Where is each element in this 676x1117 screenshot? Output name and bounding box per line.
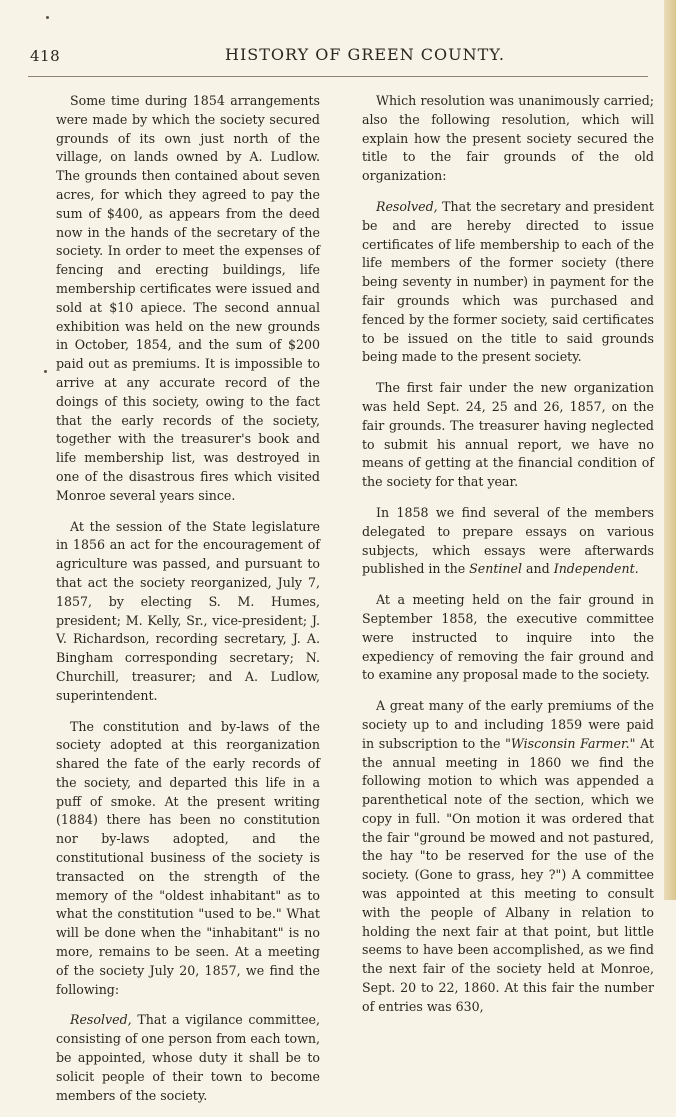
paragraph: At a meeting held on the fair ground in September 1858, the executive committee were instructed to inquire into the expediency of removing the fair ground and to examine any proposal made to the society. [362, 592, 654, 683]
left-column [56, 92, 320, 1117]
paragraph: The first fair under the new organization was held Sept. 24, 25 and 26, 1857, on the fair grounds. The treasurer having neglected to submit his annual report, we have no means of getting at the financial condition of the society for that year. [362, 380, 654, 490]
text-run: " At the annual meeting in 1860 we find the following motion to which was appended a parenthetical note of the section, which we copy in full. "On motion it was ordered that the fair "ground be mowed and not pastured, the hay "to be reserved for the use of the society. (Gone to grass, hey ?") A committee was appointed at this meeting to consult with the people of Albany in relation to holding the next fair at that point, but little seems to have been accomplished, as we find the next fair of the society held at Monroe, Sept. 20 to 22, 1860. At this fair the number of entries was 630, [362, 735, 655, 1014]
running-head: HISTORY OF GREEN COUNTY. [225, 45, 505, 64]
ink-speck [44, 370, 47, 373]
page-number: 418 [30, 47, 61, 65]
resolution-text: That the secretary and president be and are hereby directed to issue certificates of life membership to each of the life members of the former society (there being seventy in number) in payment for the fair grounds which was purchased and fenced by the former society, said certificates to be issued on the title to said grounds being made to the present society. [362, 198, 654, 365]
paragraph: The constitution and by-laws of the society adopted at this reorganization shared the fate of the early records of the society, and departed this life in a puff of smoke. At the present writing (1884) there has been no constitution nor by-laws adopted, and the constitutional business of the society is transacted on the strength of the memory of the "oldest inhabitant" as to what the constitution "used to be." What will be done when the "inhabitant" is no more, remains to be seen. At a meeting of the society July 20, 1857, we find the following: [56, 718, 320, 997]
paragraph: Some time during 1854 arrangements were made by which the society secured grounds of its own just north of the village, on lands owned by A. Ludlow. The grounds then contained about seven acres, for which they agreed to pay the sum of $400, as appears from the deed now in the hands of the secretary of the society. In order to meet the expenses of fencing and erecting buildings, life membership certificates were issued and sold at $10 apiece. The second annual exhibition was held on the new grounds in October, 1854, and the sum of $200 paid out as premiums. It is impossible to arrive at any accurate record of the doings of this society, owing to the fact that the early records of the society, together with the treasurer's book and life membership list, was destroyed in one of the disastrous fires which visited Monroe several years since. [56, 93, 320, 503]
header-rule [28, 76, 648, 77]
paragraph [362, 504, 654, 579]
right-column [362, 92, 654, 1029]
text-run: In 1858 we find several of the members delegated to prepare essays on various subjects, which essays were afterwards published in the [362, 504, 654, 577]
resolution-paragraph [56, 1011, 320, 1105]
ink-speck [46, 16, 49, 19]
text-run: and [522, 561, 554, 577]
page-edge-shading [664, 0, 676, 900]
paragraph [362, 697, 654, 1017]
resolution-text: That a vigilance committee, consisting of one person from each town, be appointed, whose duty it shall be to solicit people of their town to become members of the society. [56, 1012, 320, 1103]
resolved-lead: Resolved, [376, 198, 438, 214]
resolution-paragraph [362, 198, 654, 367]
text-run: A great many of the early premiums of the society up to and including 1859 were paid in subscription to the " [362, 698, 654, 751]
newspaper-title: Sentinel [469, 561, 523, 577]
paragraph: Which resolution was unanimously carried; also the following resolution, which will explain how the present society secured the title to the fair grounds of the old organization: [362, 93, 654, 184]
newspaper-title: Independent. [553, 561, 639, 577]
paragraph: At the session of the State legislature in 1856 an act for the encouragement of agriculture was passed, and pursuant to that act the society reorganized, July 7, 1857, by electing S. M. Humes, president; M. Kelly, Sr., vice-president; J. V. Richardson, recording secretary, J. A. Bingham corresponding secretary; N. Churchill, treasurer; and A. Ludlow, superintendent. [56, 518, 320, 703]
resolved-lead: Resolved, [70, 1012, 132, 1028]
publication-title: Wisconsin Farmer. [510, 735, 630, 751]
